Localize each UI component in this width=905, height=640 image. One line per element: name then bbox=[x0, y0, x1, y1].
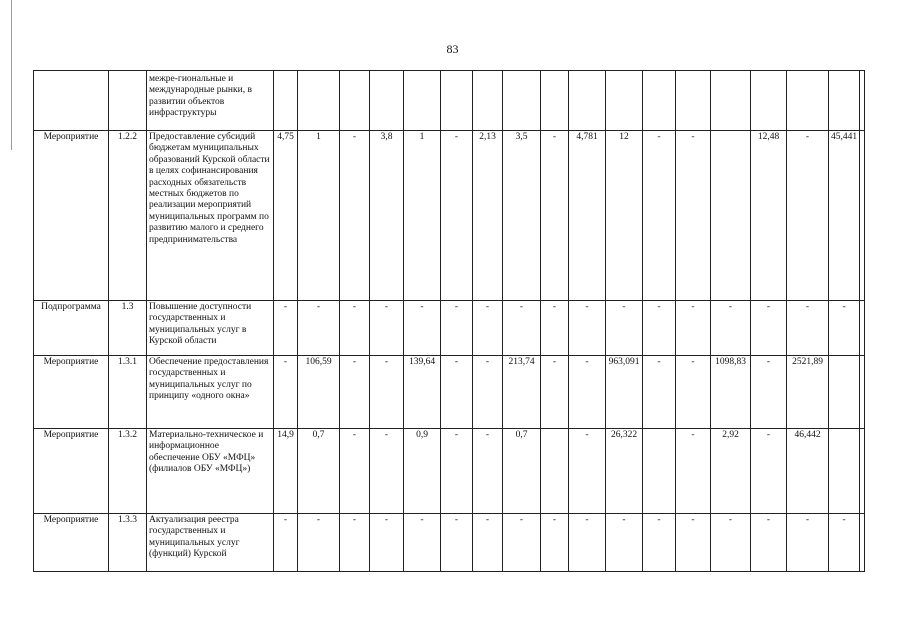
value-cell: - bbox=[676, 301, 711, 356]
value-cell: - bbox=[503, 301, 541, 356]
value-cell bbox=[441, 71, 473, 131]
row-type-cell bbox=[34, 71, 109, 131]
value-cell: 2,92 bbox=[711, 429, 751, 514]
value-cell: - bbox=[441, 301, 473, 356]
value-cell: - bbox=[569, 514, 606, 572]
value-cell bbox=[787, 71, 829, 131]
value-cell: - bbox=[404, 514, 441, 572]
value-cell bbox=[404, 71, 441, 131]
value-cell: - bbox=[441, 131, 473, 301]
value-cell: - bbox=[676, 356, 711, 429]
value-cell: - bbox=[829, 514, 860, 572]
value-cell bbox=[676, 71, 711, 131]
value-cell: - bbox=[441, 429, 473, 514]
page-number: 83 bbox=[446, 42, 459, 56]
table-row bbox=[34, 514, 865, 572]
value-cell: - bbox=[370, 514, 404, 572]
value-cell: - bbox=[370, 429, 404, 514]
value-cell: - bbox=[643, 301, 676, 356]
value-cell: - bbox=[787, 514, 829, 572]
value-cell bbox=[751, 71, 787, 131]
value-cell: - bbox=[711, 514, 751, 572]
value-cell: - bbox=[541, 131, 569, 301]
value-cell: 0,9 bbox=[404, 429, 441, 514]
value-cell: - bbox=[643, 514, 676, 572]
row-code-cell: 1.3 bbox=[109, 301, 147, 356]
row-description-cell: Материально-техническое и информационное обеспечение ОБУ «МФЦ» (филиалов ОБУ «МФЦ») bbox=[147, 429, 274, 514]
table-row bbox=[34, 71, 865, 131]
value-cell bbox=[829, 356, 860, 429]
table-row bbox=[34, 429, 865, 514]
value-cell bbox=[860, 71, 865, 131]
value-cell: - bbox=[787, 301, 829, 356]
value-cell: - bbox=[274, 301, 298, 356]
value-cell: 12 bbox=[606, 131, 643, 301]
value-cell: 139,64 bbox=[404, 356, 441, 429]
value-cell: - bbox=[541, 514, 569, 572]
value-cell: - bbox=[441, 356, 473, 429]
value-cell: 0,7 bbox=[503, 429, 541, 514]
value-cell: 4,781 bbox=[569, 131, 606, 301]
row-description-cell: Предоставление субсидий бюджетам муниципальных образований Курской области в целях софинансирования расходных обязательств местных бюджетов по реализации мероприятий муниципальных программ по развитию малого и среднего предпринимательства bbox=[147, 131, 274, 301]
value-cell bbox=[274, 71, 298, 131]
value-cell: - bbox=[676, 131, 711, 301]
value-cell: - bbox=[473, 429, 503, 514]
value-cell: 963,091 bbox=[606, 356, 643, 429]
row-type-cell: Мероприятие bbox=[34, 131, 109, 301]
value-cell: 12,48 bbox=[751, 131, 787, 301]
value-cell: 46,442 bbox=[787, 429, 829, 514]
value-cell: - bbox=[298, 301, 340, 356]
scan-margin-line bbox=[11, 0, 12, 150]
value-cell: - bbox=[711, 301, 751, 356]
row-type-cell: Мероприятие bbox=[34, 514, 109, 572]
value-cell bbox=[860, 429, 865, 514]
value-cell: 26,322 bbox=[606, 429, 643, 514]
value-cell: - bbox=[370, 356, 404, 429]
value-cell: - bbox=[643, 356, 676, 429]
value-cell bbox=[298, 71, 340, 131]
value-cell: - bbox=[340, 356, 370, 429]
value-cell: - bbox=[751, 514, 787, 572]
table-row bbox=[34, 131, 865, 301]
row-type-cell: Подпрограмма bbox=[34, 301, 109, 356]
value-cell: - bbox=[606, 301, 643, 356]
value-cell: - bbox=[473, 356, 503, 429]
value-cell bbox=[643, 71, 676, 131]
row-code-cell: 1.3.3 bbox=[109, 514, 147, 572]
value-cell: - bbox=[569, 301, 606, 356]
value-cell: - bbox=[370, 301, 404, 356]
value-cell bbox=[860, 301, 865, 356]
value-cell: 106,59 bbox=[298, 356, 340, 429]
value-cell bbox=[860, 131, 865, 301]
value-cell: - bbox=[441, 514, 473, 572]
value-cell bbox=[370, 71, 404, 131]
value-cell: - bbox=[274, 514, 298, 572]
row-code-cell: 1.3.2 bbox=[109, 429, 147, 514]
value-cell: - bbox=[473, 514, 503, 572]
value-cell: - bbox=[787, 131, 829, 301]
value-cell: 45,441 bbox=[829, 131, 860, 301]
value-cell: - bbox=[676, 514, 711, 572]
row-code-cell bbox=[109, 71, 147, 131]
value-cell bbox=[473, 71, 503, 131]
value-cell: - bbox=[751, 356, 787, 429]
value-cell: - bbox=[541, 301, 569, 356]
value-cell: - bbox=[751, 301, 787, 356]
value-cell: - bbox=[340, 301, 370, 356]
value-cell bbox=[606, 71, 643, 131]
value-cell: - bbox=[569, 356, 606, 429]
value-cell: - bbox=[569, 429, 606, 514]
value-cell: - bbox=[829, 301, 860, 356]
value-cell bbox=[711, 71, 751, 131]
value-cell: - bbox=[340, 429, 370, 514]
row-description-cell: Актуализация реестра государственных и муниципальных услуг (функций) Курской bbox=[147, 514, 274, 572]
value-cell: - bbox=[643, 131, 676, 301]
value-cell bbox=[541, 429, 569, 514]
value-cell: - bbox=[541, 356, 569, 429]
value-cell: 3,8 bbox=[370, 131, 404, 301]
table-row bbox=[34, 301, 865, 356]
row-description-cell: Повышение доступности государственных и муниципальных услуг в Курской области bbox=[147, 301, 274, 356]
row-description-cell: межре-гиональные и международные рынки, в развитии объектов инфраструктуры bbox=[147, 71, 274, 131]
value-cell: 213,74 bbox=[503, 356, 541, 429]
value-cell: - bbox=[340, 514, 370, 572]
value-cell: 1098,83 bbox=[711, 356, 751, 429]
value-cell: - bbox=[751, 429, 787, 514]
table-row bbox=[34, 356, 865, 429]
row-code-cell: 1.2.2 bbox=[109, 131, 147, 301]
value-cell: - bbox=[274, 356, 298, 429]
row-type-cell: Мероприятие bbox=[34, 429, 109, 514]
row-code-cell: 1.3.1 bbox=[109, 356, 147, 429]
value-cell: - bbox=[606, 514, 643, 572]
value-cell: 1 bbox=[298, 131, 340, 301]
row-type-cell: Мероприятие bbox=[34, 356, 109, 429]
value-cell: - bbox=[404, 301, 441, 356]
value-cell bbox=[829, 71, 860, 131]
value-cell: - bbox=[473, 301, 503, 356]
value-cell: - bbox=[676, 429, 711, 514]
value-cell bbox=[503, 71, 541, 131]
value-cell bbox=[643, 429, 676, 514]
value-cell: - bbox=[340, 131, 370, 301]
value-cell: 14,9 bbox=[274, 429, 298, 514]
value-cell: 1 bbox=[404, 131, 441, 301]
value-cell: 2,13 bbox=[473, 131, 503, 301]
value-cell bbox=[860, 514, 865, 572]
value-cell bbox=[340, 71, 370, 131]
value-cell bbox=[711, 131, 751, 301]
value-cell: 4,75 bbox=[274, 131, 298, 301]
value-cell: - bbox=[503, 514, 541, 572]
value-cell: 2521,89 bbox=[787, 356, 829, 429]
value-cell bbox=[569, 71, 606, 131]
value-cell bbox=[541, 71, 569, 131]
value-cell: 3,5 bbox=[503, 131, 541, 301]
row-description-cell: Обеспечение предоставления государственных и муниципальных услуг по принципу «одного окна» bbox=[147, 356, 274, 429]
value-cell: 0,7 bbox=[298, 429, 340, 514]
value-cell: - bbox=[298, 514, 340, 572]
value-cell bbox=[860, 356, 865, 429]
program-table bbox=[33, 70, 865, 572]
value-cell bbox=[829, 429, 860, 514]
